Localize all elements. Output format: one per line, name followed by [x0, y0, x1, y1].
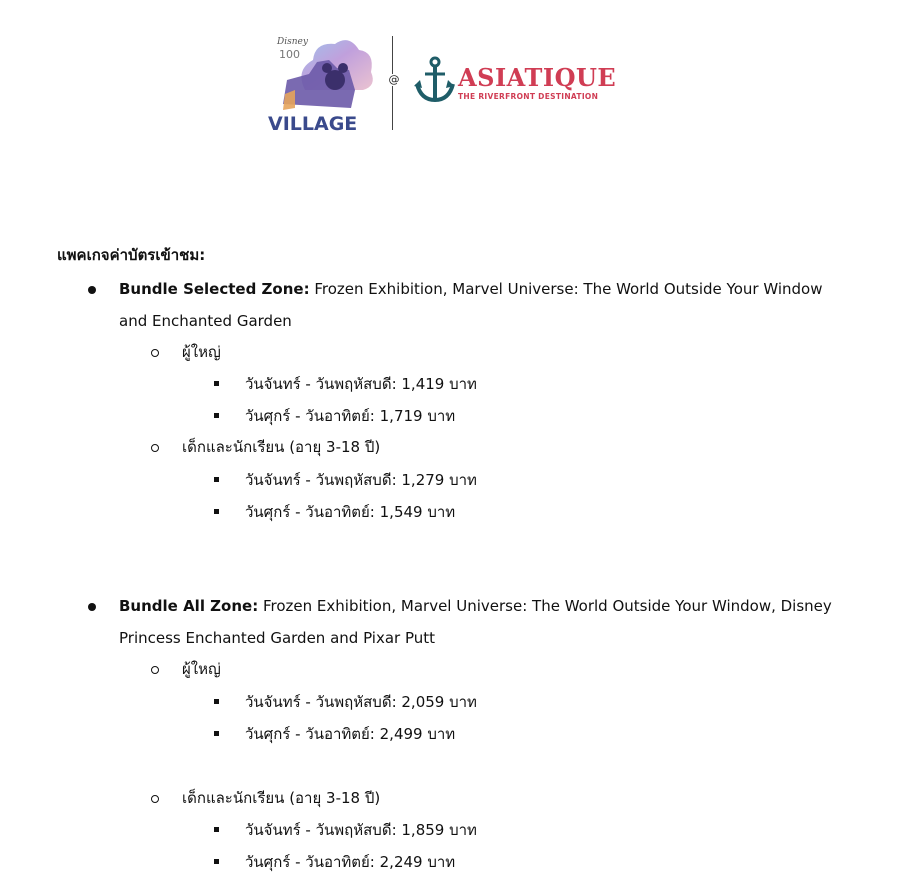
package-1-group-1-price-1: วันจันทร์ - วันพฤหัสบดี: 1,419 บาท: [245, 375, 477, 393]
package-1-description: [119, 273, 859, 337]
package-1-desc-line2: and Enchanted Garden: [119, 312, 292, 330]
group-bullet: [151, 349, 159, 357]
svg-text:VILLAGE: VILLAGE: [268, 113, 358, 135]
package-2-group-1-label: ผู้ใหญ่: [182, 660, 221, 678]
ticket-package-heading: แพคเกจค่าบัตรเข้าชม:: [57, 246, 206, 264]
svg-text:100: 100: [279, 48, 300, 61]
asiatique-wordmark: ASIATIQUE: [458, 63, 617, 92]
disney-100-village-logo: [265, 30, 380, 135]
package-1-group-2-label: เด็กและนักเรียน (อายุ 3-18 ปี): [182, 438, 381, 456]
package-2-description: [119, 590, 859, 654]
package-2-group-2-price-1: วันจันทร์ - วันพฤหัสบดี: 1,859 บาท: [245, 821, 477, 839]
price-bullet: [214, 731, 219, 736]
package-1-title: Bundle Selected Zone:: [119, 280, 310, 298]
price-bullet: [214, 381, 219, 386]
price-bullet: [214, 509, 219, 514]
header-logos: [265, 30, 625, 135]
group-bullet: [151, 666, 159, 674]
package-1-desc-line1: Frozen Exhibition, Marvel Universe: The World Outside Your Window: [309, 280, 823, 298]
price-bullet: [214, 413, 219, 418]
package-1-group-1-price-2: วันศุกร์ - วันอาทิตย์: 1,719 บาท: [245, 407, 456, 425]
package-1-group-1-label: ผู้ใหญ่: [182, 343, 221, 361]
package-1-group-2-price-2: วันศุกร์ - วันอาทิตย์: 1,549 บาท: [245, 503, 456, 521]
price-bullet: [214, 477, 219, 482]
group-bullet: [151, 795, 159, 803]
price-bullet: [214, 827, 219, 832]
group-bullet: [151, 444, 159, 452]
price-bullet: [214, 859, 219, 864]
package-2-group-2-price-2: วันศุกร์ - วันอาทิตย์: 2,249 บาท: [245, 853, 456, 871]
package-2-group-2-label: เด็กและนักเรียน (อายุ 3-18 ปี): [182, 789, 381, 807]
package-bullet: [88, 603, 96, 611]
svg-text:Disney: Disney: [277, 37, 308, 47]
at-symbol: @: [388, 73, 400, 86]
package-1-group-2-price-1: วันจันทร์ - วันพฤหัสบดี: 1,279 บาท: [245, 471, 477, 489]
package-2-desc-line2: Princess Enchanted Garden and Pixar Putt: [119, 629, 436, 647]
package-2-title: Bundle All Zone:: [119, 597, 259, 615]
price-bullet: [214, 699, 219, 704]
package-2-group-1-price-2: วันศุกร์ - วันอาทิตย์: 2,499 บาท: [245, 725, 456, 743]
package-2-group-1-price-1: วันจันทร์ - วันพฤหัสบดี: 2,059 บาท: [245, 693, 477, 711]
anchor-icon: [413, 56, 455, 104]
asiatique-tagline: THE RIVERFRONT DESTINATION: [458, 92, 599, 101]
package-bullet: [88, 286, 96, 294]
package-2-desc-line1: Frozen Exhibition, Marvel Universe: The World Outside Your Window, Disney: [258, 597, 832, 615]
